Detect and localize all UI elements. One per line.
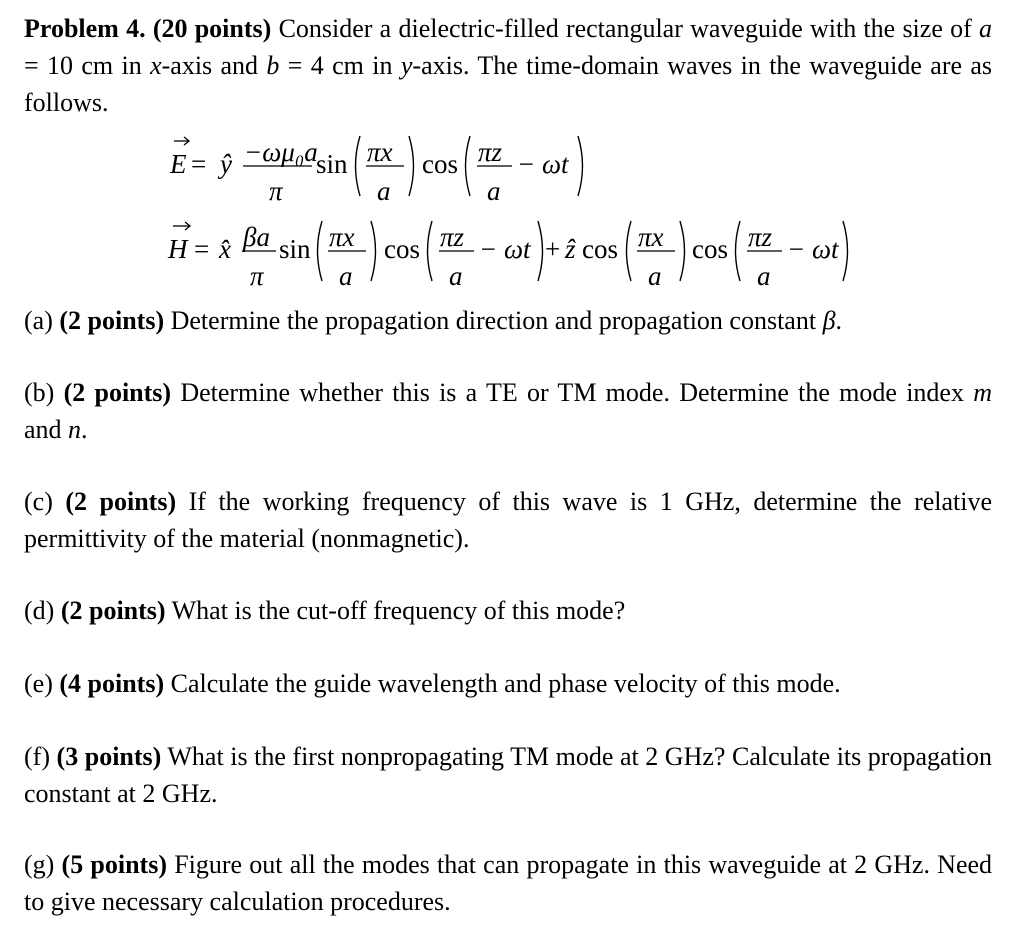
question-g-label: (g)	[24, 850, 55, 879]
question-g-points: (5 points)	[61, 850, 167, 879]
h-cos-3-arg-tail: − ωt	[787, 234, 839, 264]
var-a: a	[979, 14, 993, 43]
e-cos-arg-num: πz	[478, 137, 503, 167]
question-e-points: (4 points)	[59, 669, 165, 698]
e-sin-arg-den: a	[377, 176, 391, 206]
question-f	[24, 738, 992, 812]
e-cos-arg-den: a	[487, 176, 501, 206]
question-g	[24, 846, 992, 920]
question-f-label: (f)	[24, 742, 50, 771]
mode-index-n: n	[68, 415, 82, 444]
e-coef-numerator: −ωμ₀a	[244, 137, 318, 167]
h-plus: +	[545, 234, 561, 264]
question-b-text: Determine whether this is a TE or TM mode. Determine the mode index	[180, 378, 964, 407]
var-b: b	[266, 51, 280, 80]
e-field-equation	[0, 128, 1024, 208]
e-lhs: E	[170, 149, 187, 179]
h-sin-arg-den: a	[339, 261, 353, 291]
problem-statement	[24, 10, 992, 121]
question-c-points: (2 points)	[65, 487, 177, 516]
h-cos-3-arg-num: πz	[748, 222, 773, 252]
h-cos-1-arg-num: πz	[440, 222, 465, 252]
y-axis-var: y	[400, 51, 413, 80]
beta-symbol: β	[822, 306, 836, 335]
h-cos-1-arg-tail: − ωt	[479, 234, 531, 264]
question-d-label: (d)	[24, 596, 55, 625]
e-cos-arg-tail: − ωt	[517, 149, 569, 179]
h-cos-3: cos	[692, 234, 728, 264]
h-equals: =	[194, 234, 210, 264]
question-a-period: .	[835, 306, 843, 335]
question-e	[24, 665, 992, 702]
question-b-points: (2 points)	[63, 378, 172, 407]
h-coef-numerator: βa	[243, 222, 270, 252]
question-e-text: Calculate the guide wavelength and phase velocity of this mode.	[170, 669, 841, 698]
question-e-label: (e)	[24, 669, 53, 698]
question-a-text: Determine the propagation direction and propagation constant	[170, 306, 817, 335]
x-axis-var: x	[150, 51, 162, 80]
h-coef-denominator: π	[250, 261, 264, 291]
h-cos-2-arg-den: a	[648, 261, 662, 291]
question-a-label: (a)	[24, 306, 53, 335]
h-cos-1-arg-den: a	[449, 261, 463, 291]
question-b	[24, 374, 992, 448]
mode-index-m: m	[973, 378, 992, 407]
question-d	[24, 592, 992, 629]
problem-points: (20 points)	[152, 14, 272, 43]
question-b-period: .	[81, 415, 88, 444]
question-b-label: (b)	[24, 378, 55, 407]
intro-text-5: -axis. The time-domain waves in the waveguide are as follows.	[24, 51, 993, 117]
h-field-equation	[0, 212, 1024, 294]
problem-label: Problem 4.	[24, 14, 146, 43]
question-d-points: (2 points)	[60, 596, 166, 625]
question-a-points: (2 points)	[59, 306, 165, 335]
h-sin-arg-num: πx	[329, 222, 355, 252]
e-coef-denominator: π	[269, 176, 283, 206]
question-b-and: and	[24, 415, 62, 444]
question-f-points: (3 points)	[56, 742, 162, 771]
h-cos-1: cos	[384, 234, 420, 264]
intro-text-4: = 4 cm in	[287, 51, 393, 80]
intro-text-2: = 10 cm in	[24, 51, 142, 80]
h-sin: sin	[279, 234, 311, 264]
e-cos: cos	[422, 149, 458, 179]
e-sin: sin	[316, 149, 348, 179]
h-cos-2: cos	[582, 234, 618, 264]
question-g-text: Figure out all the modes that can propagate in this waveguide at 2 GHz. Need to give necessary calculation procedures.	[24, 850, 993, 916]
question-c-label: (c)	[24, 487, 53, 516]
question-c-text: If the working frequency of this wave is 1 GHz, determine the relative permittivity of the material (nonmagnetic).	[24, 487, 993, 553]
question-a	[24, 302, 992, 339]
intro-text-3: -axis and	[161, 51, 259, 80]
e-equals: =	[191, 149, 207, 179]
h-lhs: H	[168, 234, 188, 264]
h-cos-3-arg-den: a	[757, 261, 771, 291]
question-f-text: What is the first nonpropagating TM mode at 2 GHz? Calculate its propagation constant at 2 GHz.	[24, 742, 992, 808]
h-cos-2-arg-num: πx	[638, 222, 664, 252]
h-unit-vector-x: x̂	[219, 234, 231, 264]
h-unit-vector-z: ẑ	[565, 234, 576, 264]
question-c	[24, 483, 992, 557]
e-sin-arg-num: πx	[367, 137, 393, 167]
e-unit-vector: ŷ	[220, 149, 232, 179]
question-d-text: What is the cut-off frequency of this mode?	[171, 596, 626, 625]
intro-text-1: Consider a dielectric-filled rectangular waveguide with the size of	[278, 14, 972, 43]
